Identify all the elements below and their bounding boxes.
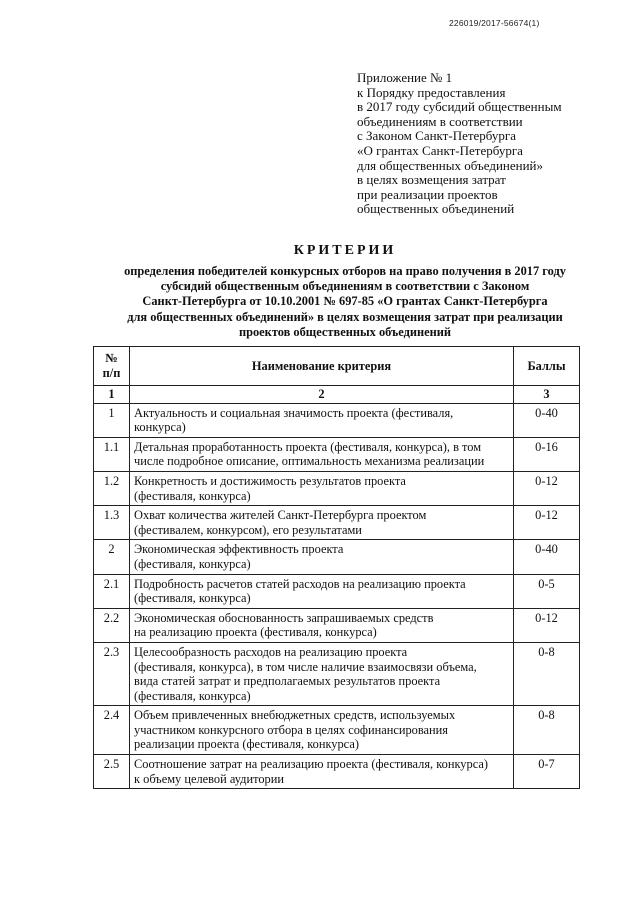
table-row	[94, 506, 580, 540]
criterion-line: вида статей затрат и предполагаемых результатов проекта	[134, 674, 441, 689]
table-row	[94, 437, 580, 471]
criteria-title: КРИТЕРИИ	[293, 243, 397, 258]
table-row	[94, 403, 580, 437]
index-score-cell: 3	[514, 386, 580, 404]
row-score: 0-40	[514, 403, 580, 437]
row-criterion	[130, 642, 514, 705]
appendix-line: при реализации проектов	[357, 186, 498, 202]
row-criterion	[130, 540, 514, 574]
criterion-line: реализации проекта (фестиваля, конкурса)	[134, 737, 359, 752]
row-criterion	[130, 403, 514, 437]
index-name-cell: 2	[130, 386, 514, 404]
table-row	[94, 755, 580, 789]
row-num: 1.3	[94, 506, 130, 540]
criterion-line: Экономическая обоснованность запрашиваемых средств	[134, 610, 434, 625]
index-num-cell: 1	[94, 386, 130, 404]
criterion-line: Объем привлеченных внебюджетных средств, используемых	[134, 708, 456, 723]
row-criterion	[130, 574, 514, 608]
criterion-line: Подробность расчетов статей расходов на реализацию проекта	[134, 576, 466, 591]
table-row	[94, 706, 580, 755]
table-row	[94, 471, 580, 505]
criteria-heading	[110, 243, 580, 340]
row-num: 1.2	[94, 471, 130, 505]
subtitle-line: проектов общественных объединений	[238, 324, 452, 339]
criterion-line: (фестиваля, конкурса)	[134, 591, 251, 606]
row-score: 0-8	[514, 706, 580, 755]
appendix-line: в целях возмещения затрат	[357, 172, 506, 188]
subtitle-line: определения победителей конкурсных отборов на право получения в 2017 году	[124, 264, 566, 278]
row-criterion	[130, 608, 514, 642]
row-num: 1.1	[94, 437, 130, 471]
header-num-label: п/п	[102, 366, 121, 380]
row-num: 2	[94, 540, 130, 574]
criterion-line: Актуальность и социальная значимость проекта (фестиваля,	[134, 405, 454, 420]
row-num: 2.1	[94, 574, 130, 608]
criterion-line: (фестиваля, конкурса)	[134, 688, 251, 703]
row-score: 0-12	[514, 506, 580, 540]
criterion-line: Конкретность и достижимость результатов проекта	[134, 473, 406, 488]
table-index-row	[94, 386, 580, 404]
criterion-line: к объему целевой аудитории	[134, 771, 284, 786]
row-criterion	[130, 471, 514, 505]
criterion-line: Детальная проработанность проекта (фестиваля, конкурса), в том	[134, 439, 482, 454]
subtitle-line: для общественных объединений» в целях возмещения затрат при реализации	[127, 309, 563, 324]
row-num: 2.5	[94, 755, 130, 789]
appendix-block	[357, 71, 562, 217]
row-num: 2.4	[94, 706, 130, 755]
row-criterion	[130, 706, 514, 755]
table-row	[94, 608, 580, 642]
row-criterion	[130, 437, 514, 471]
row-num: 1	[94, 403, 130, 437]
row-score: 0-16	[514, 437, 580, 471]
criterion-line: Целесообразность расходов на реализацию проекта	[134, 644, 408, 659]
criterion-line: участником конкурсного отбора в целях софинансирования	[134, 722, 449, 737]
row-score: 0-8	[514, 642, 580, 705]
row-criterion	[130, 506, 514, 540]
table-row	[94, 540, 580, 574]
row-score: 0-12	[514, 471, 580, 505]
header-name-cell: Наименование критерия	[130, 347, 514, 386]
criterion-line: конкурса)	[134, 420, 186, 435]
subtitle-line: субсидий общественным объединениям в соответствии с Законом	[160, 279, 530, 294]
row-score: 0-12	[514, 608, 580, 642]
header-score-cell: Баллы	[514, 347, 580, 386]
criterion-line: Экономическая эффективность проекта	[134, 542, 344, 557]
criterion-line: на реализацию проекта (фестиваля, конкурса)	[134, 625, 377, 640]
subtitle-line: Санкт-Петербурга от 10.10.2001 № 697-85 «О грантах Санкт-Петербурга	[142, 294, 548, 309]
appendix-line: с Законом Санкт-Петербурга	[357, 128, 517, 144]
table-row	[94, 574, 580, 608]
criteria-subtitle	[110, 264, 580, 340]
appendix-line: для общественных объединений»	[357, 157, 544, 173]
criterion-line: Соотношение затрат на реализацию проекта (фестиваля, конкурса)	[134, 757, 488, 772]
document-number: 226019/2017-56674(1)	[449, 18, 540, 28]
criteria-table	[93, 346, 580, 789]
criterion-line: (фестиваля, конкурса)	[134, 488, 251, 503]
criterion-line: Охват количества жителей Санкт-Петербурга проектом	[134, 508, 427, 523]
criterion-line: числе подробное описание, оптимальность механизма реализации	[134, 454, 485, 469]
row-num: 2.3	[94, 642, 130, 705]
appendix-line: Приложение № 1	[357, 70, 453, 85]
criterion-line: (фестивалем, конкурсом), его результатами	[134, 522, 362, 537]
appendix-line: к Порядку предоставления	[357, 84, 506, 100]
appendix-line: общественных объединений	[357, 201, 515, 217]
row-num: 2.2	[94, 608, 130, 642]
table-row	[94, 642, 580, 705]
table-header-row	[94, 347, 580, 386]
appendix-line: объединениям в соответствии	[357, 113, 523, 129]
row-score: 0-40	[514, 540, 580, 574]
criterion-line: (фестиваля, конкурса), в том числе наличие взаимосвязи объема,	[134, 659, 477, 674]
row-score: 0-7	[514, 755, 580, 789]
criterion-line: (фестиваля, конкурса)	[134, 556, 251, 571]
appendix-line: «О грантах Санкт-Петербурга	[357, 142, 523, 158]
header-num-label: №	[105, 351, 118, 366]
appendix-line: в 2017 году субсидий общественным	[357, 99, 562, 115]
row-criterion	[130, 755, 514, 789]
header-num-cell	[94, 347, 130, 386]
row-score: 0-5	[514, 574, 580, 608]
